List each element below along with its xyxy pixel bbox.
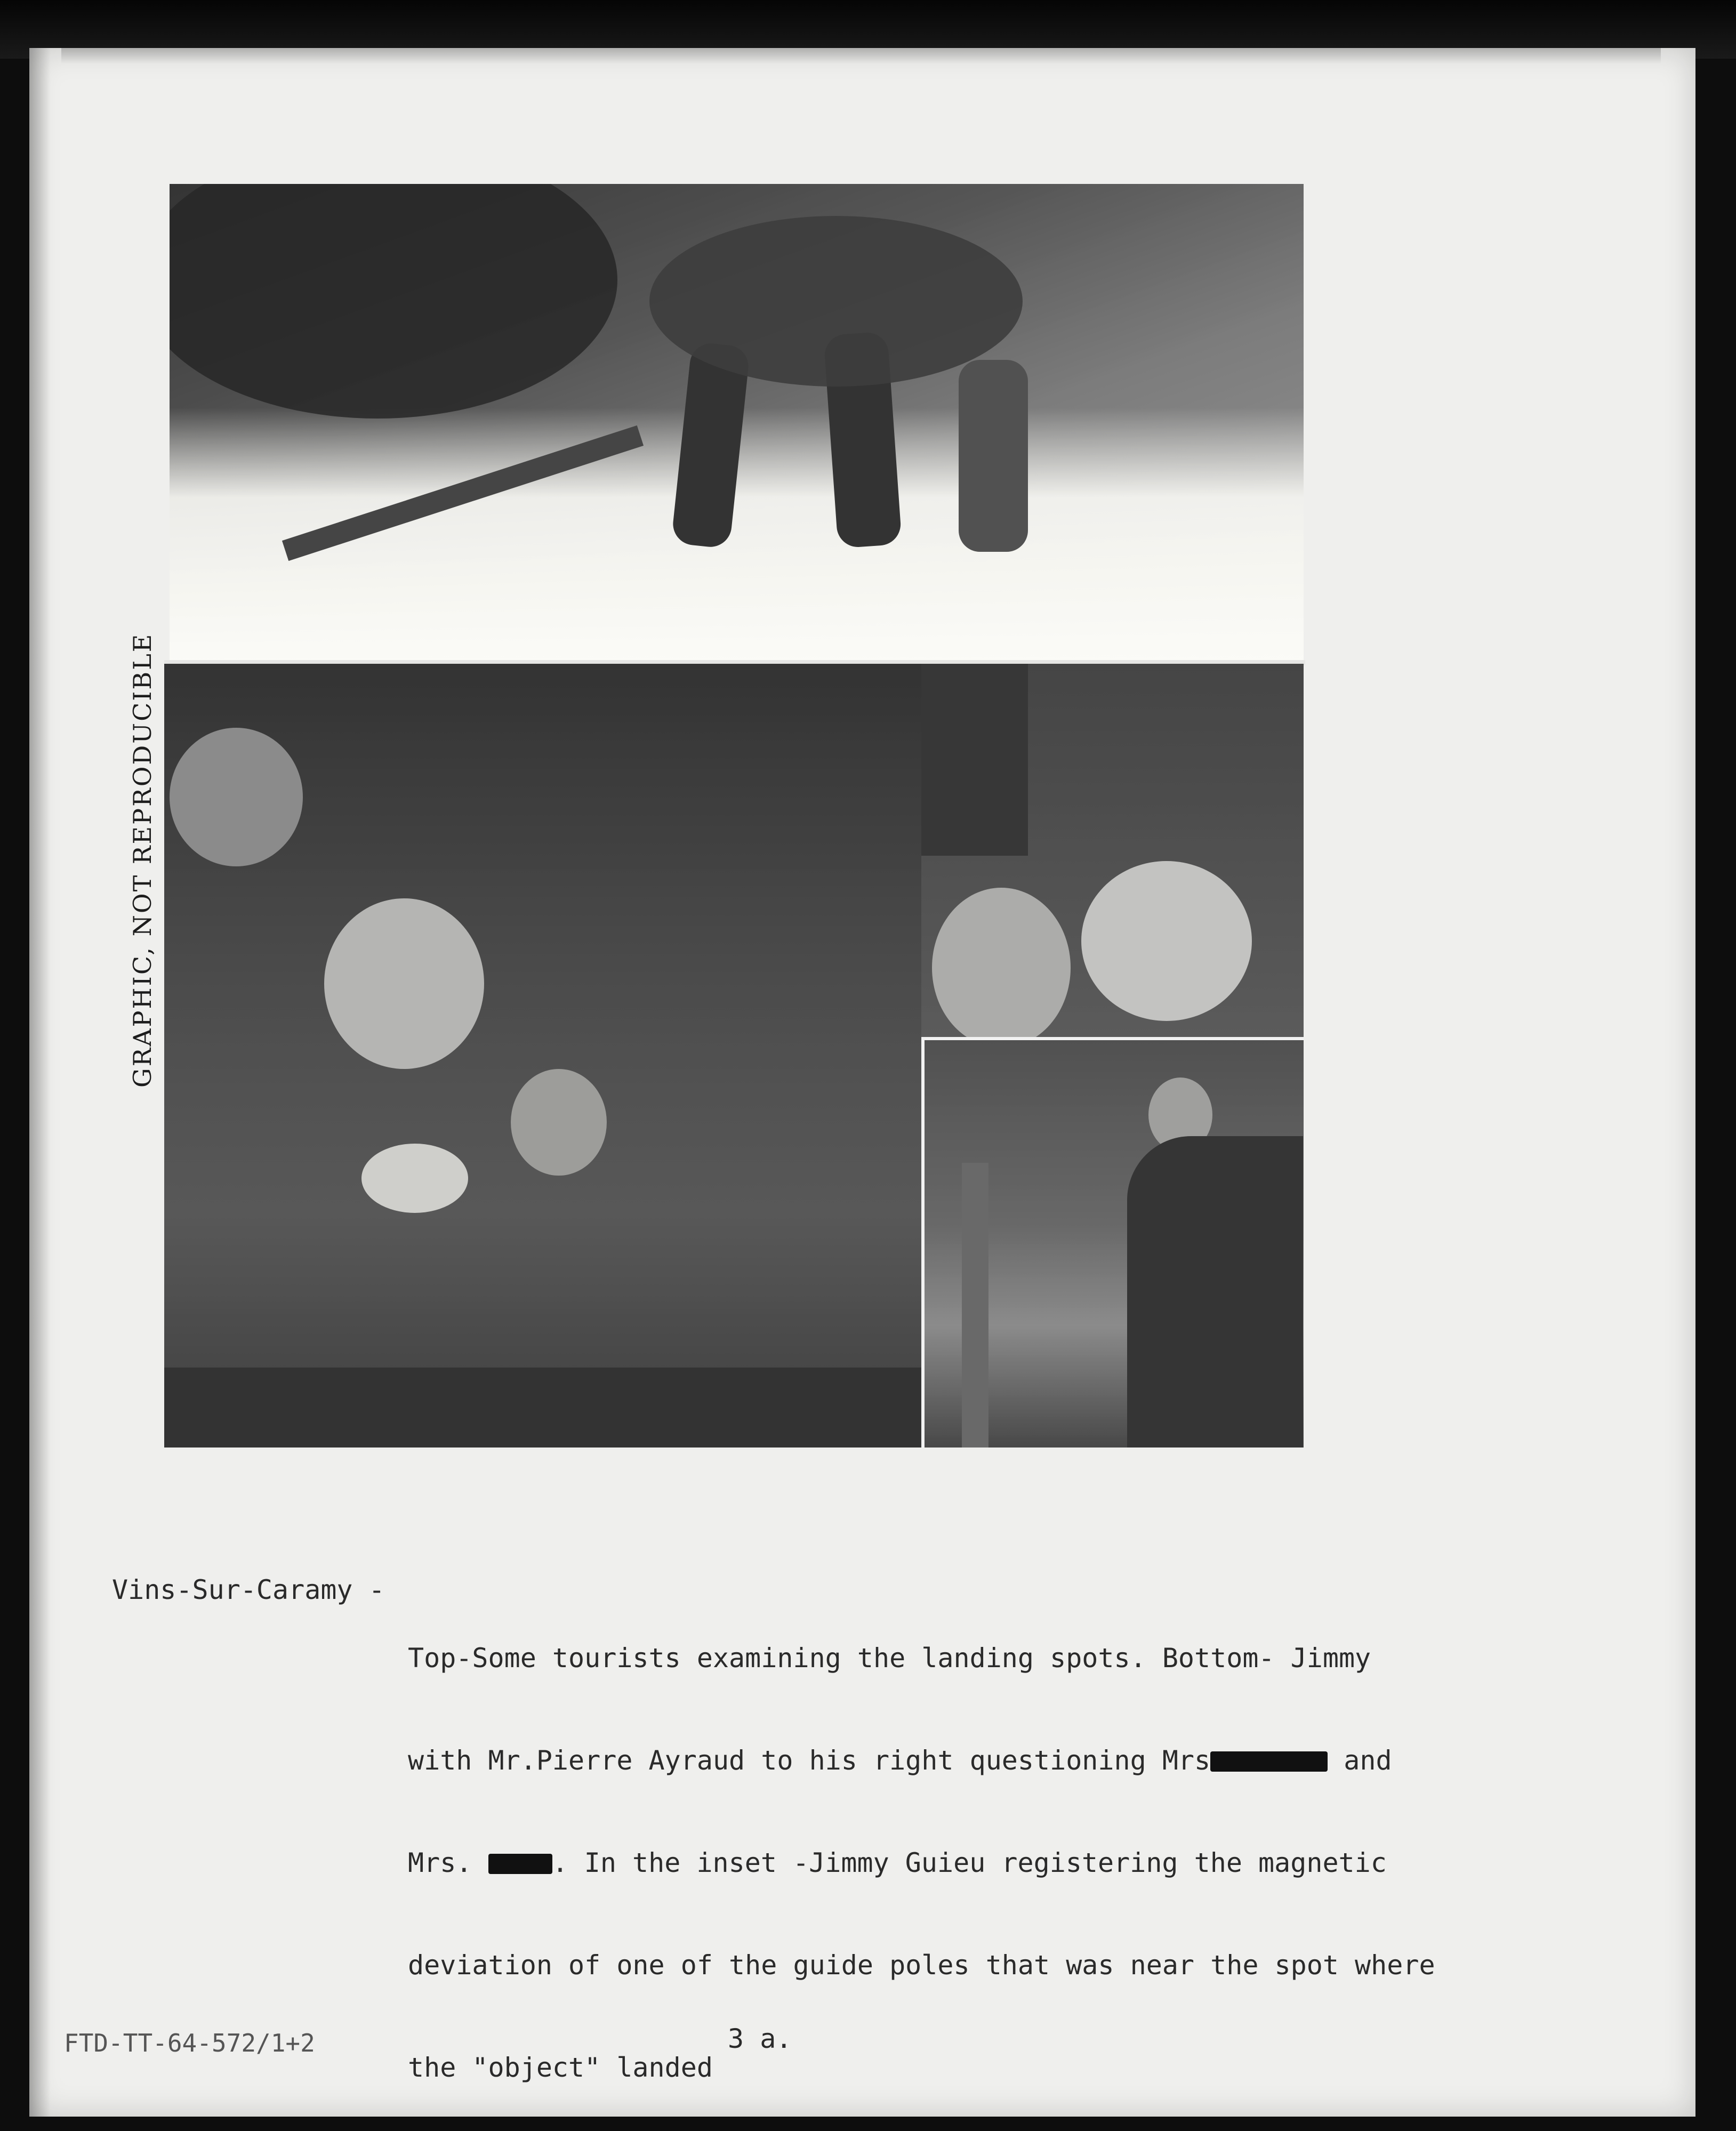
photo-hand — [361, 1144, 468, 1213]
caption-text: with Mr.Pierre Ayraud to his right questioning Mrs — [408, 1745, 1211, 1776]
caption-location: Vins-Sur-Caramy - — [112, 1574, 385, 1605]
caption-body — [408, 1573, 1435, 2119]
photo-background — [921, 664, 1028, 856]
caption-text: and — [1344, 1745, 1392, 1776]
photo-bottom-right — [921, 664, 1304, 1037]
photo-guide-pole — [962, 1163, 988, 1448]
photo-bottom-edge — [164, 1368, 921, 1448]
photo-top-tourists — [170, 184, 1304, 664]
photo-figures — [649, 216, 1023, 387]
document-id: FTD-TT-64-572/1+2 — [64, 2029, 315, 2057]
page-shadow — [29, 48, 51, 2117]
not-reproducible-note: GRAPHIC, NOT REPRODUCIBLE — [128, 632, 157, 1088]
photo-bottom-questioning — [164, 664, 921, 1448]
photo-face — [932, 888, 1071, 1037]
photo-face — [324, 898, 484, 1069]
photo-face — [170, 728, 303, 866]
caption-text: . In the inset -Jimmy Guieu registering the magnetic — [552, 1847, 1387, 1878]
photo-figure — [1127, 1136, 1303, 1448]
caption-line — [408, 1743, 1435, 1778]
page-number: 3 a. — [728, 2023, 792, 2054]
caption-line — [408, 1846, 1435, 1880]
photo-inset-magnetic — [921, 1037, 1304, 1448]
page-shadow-top — [61, 48, 1661, 64]
photo-figure-leg — [959, 360, 1028, 552]
caption-line: the "object" landed — [408, 2052, 713, 2083]
photo-foliage — [170, 184, 617, 419]
caption-line: deviation of one of the guide poles that was near the spot where — [408, 1950, 1435, 1981]
caption-text: Mrs. — [408, 1847, 472, 1878]
redaction-bar — [488, 1854, 552, 1874]
photo-face — [1081, 861, 1252, 1021]
redaction-bar — [1210, 1751, 1328, 1772]
photo-hand — [511, 1069, 607, 1176]
caption-line: Top-Some tourists examining the landing spots. Bottom- Jimmy — [408, 1643, 1371, 1674]
